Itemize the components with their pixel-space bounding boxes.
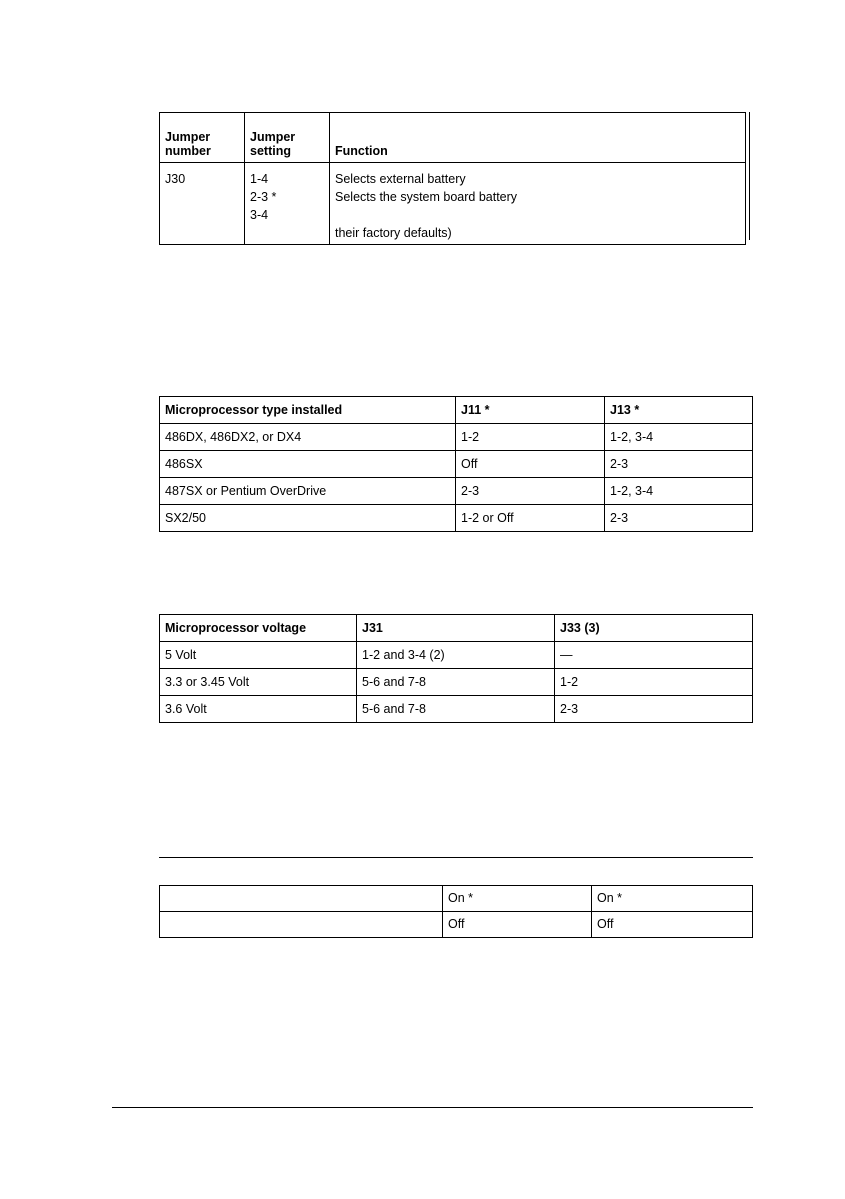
cell: 5 Volt: [160, 642, 357, 669]
cell: 1-2 or Off: [456, 505, 605, 532]
table-row: [160, 886, 753, 912]
header-jumper-number: Jumper number: [160, 113, 245, 163]
cell: 5-6 and 7-8: [357, 669, 555, 696]
table-row: [160, 669, 753, 696]
cell: 3.6 Volt: [160, 696, 357, 723]
table-row: [160, 424, 753, 451]
function-line: Selects the system board battery: [335, 190, 518, 204]
switch-setting-table: [159, 885, 753, 938]
cell: SX2/50: [160, 505, 456, 532]
jumper-number-cell: J30: [160, 163, 245, 245]
table-header-row: [160, 113, 746, 163]
header-function: Function: [330, 113, 746, 163]
microprocessor-voltage-table: [159, 614, 753, 723]
header-jumper-setting: Jumper setting: [245, 113, 330, 163]
cell: 3.3 or 3.45 Volt: [160, 669, 357, 696]
cell: [160, 886, 443, 912]
function-line: their factory defaults): [335, 226, 452, 240]
table-row: [160, 505, 753, 532]
cell: —: [555, 642, 753, 669]
cell: 2-3: [605, 505, 753, 532]
cell: On *: [592, 886, 753, 912]
function-line-blank: [335, 206, 745, 224]
cell: Off: [456, 451, 605, 478]
header-voltage: Microprocessor voltage: [160, 615, 357, 642]
table-top-rule: [159, 857, 753, 858]
table-row: [160, 478, 753, 505]
cell: 5-6 and 7-8: [357, 696, 555, 723]
header-processor-type: Microprocessor type installed: [160, 397, 456, 424]
function-line: Selects external battery: [335, 172, 466, 186]
function-cell: [330, 163, 746, 245]
table-double-border: [749, 112, 750, 240]
cell: Off: [443, 912, 592, 938]
table-row: [160, 912, 753, 938]
header-j13: J13 *: [605, 397, 753, 424]
cell: 486DX, 486DX2, or DX4: [160, 424, 456, 451]
footer-rule: [112, 1107, 753, 1108]
cell: 2-3: [456, 478, 605, 505]
header-j31: J31: [357, 615, 555, 642]
cell: On *: [443, 886, 592, 912]
setting-line: 3-4: [250, 208, 269, 222]
setting-line: 1-4: [250, 172, 269, 186]
cell: 2-3: [605, 451, 753, 478]
cell: 487SX or Pentium OverDrive: [160, 478, 456, 505]
cell: 1-2, 3-4: [605, 478, 753, 505]
jumper-setting-cell: [245, 163, 330, 245]
table-header-row: [160, 397, 753, 424]
cell: 1-2: [555, 669, 753, 696]
cell: 1-2, 3-4: [605, 424, 753, 451]
cell: 2-3: [555, 696, 753, 723]
jumper-j30-table: [159, 112, 746, 245]
header-j11: J11 *: [456, 397, 605, 424]
cell: Off: [592, 912, 753, 938]
table-row: [160, 163, 746, 245]
header-j33: J33 (3): [555, 615, 753, 642]
microprocessor-type-table: [159, 396, 753, 532]
table-row: [160, 451, 753, 478]
cell: [160, 912, 443, 938]
table-header-row: [160, 615, 753, 642]
table-row: [160, 642, 753, 669]
cell: 486SX: [160, 451, 456, 478]
cell: 1-2 and 3-4 (2): [357, 642, 555, 669]
cell: 1-2: [456, 424, 605, 451]
table-row: [160, 696, 753, 723]
setting-line: 2-3 *: [250, 190, 277, 204]
